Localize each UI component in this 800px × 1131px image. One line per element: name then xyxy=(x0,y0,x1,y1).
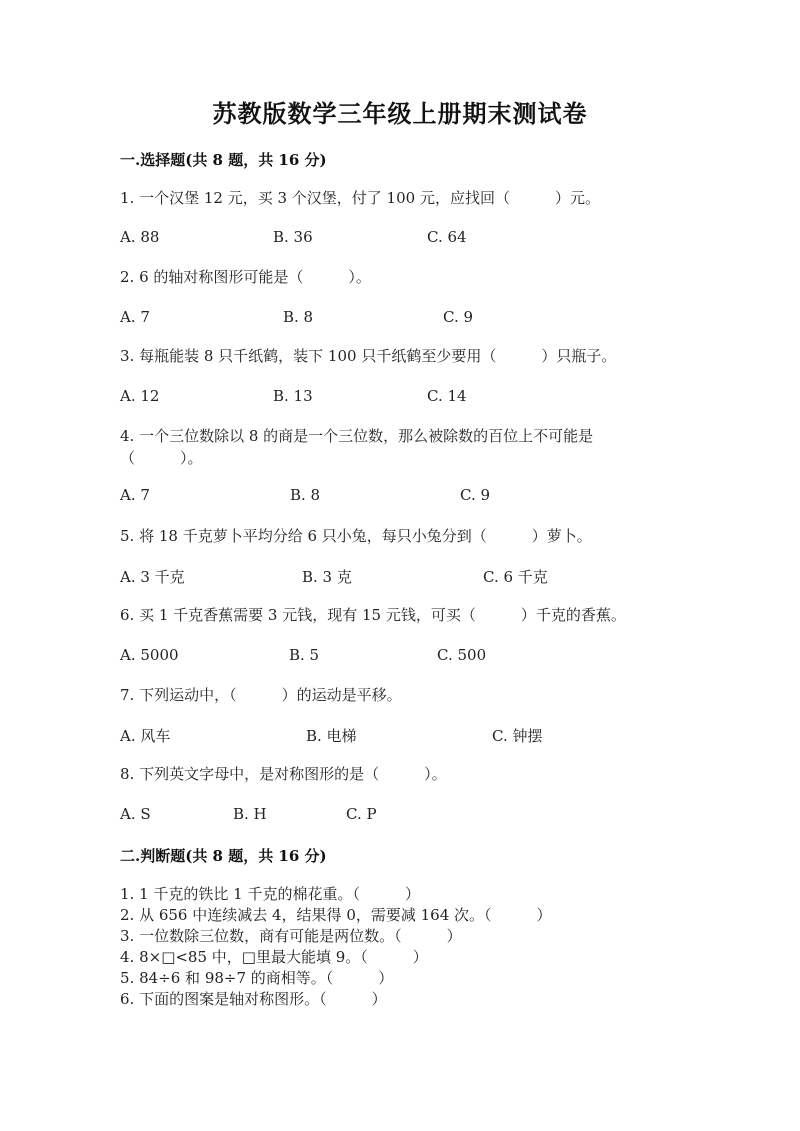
question-2-option-b: B. 8 xyxy=(283,308,314,326)
question-1-option-a: A. 88 xyxy=(120,228,160,246)
judge-item-6: 6. 下面的图案是轴对称图形。（ ） xyxy=(120,990,387,1008)
question-5-option-a: A. 3 千克 xyxy=(120,568,185,586)
judge-item-4: 4. 8×□<85 中，□里最大能填 9。（ ） xyxy=(120,948,428,966)
question-3-option-b: B. 13 xyxy=(273,387,313,405)
judge-item-2: 2. 从 656 中连续减去 4，结果得 0，需要减 164 次。（ ） xyxy=(120,906,552,924)
section-heading-choice: 一.选择题(共 8 题，共 16 分) xyxy=(120,151,327,169)
question-3-option-a: A. 12 xyxy=(120,387,160,405)
section-heading-judge: 二.判断题(共 8 题，共 16 分) xyxy=(120,847,327,865)
question-5-option-c: C. 6 千克 xyxy=(483,568,548,586)
question-8: 8. 下列英文字母中，是对称图形的是（ ）。 xyxy=(120,765,447,783)
question-2-option-c: C. 9 xyxy=(443,308,474,326)
judge-item-5: 5. 84÷6 和 98÷7 的商相等。（ ） xyxy=(120,969,394,987)
question-3-option-c: C. 14 xyxy=(427,387,467,405)
page-title: 苏教版数学三年级上册期末测试卷 xyxy=(212,99,588,128)
question-1: 1. 一个汉堡 12 元，买 3 个汉堡，付了 100 元，应找回（ ）元。 xyxy=(120,189,600,207)
question-5-option-b: B. 3 克 xyxy=(302,568,352,586)
question-3: 3. 每瓶能装 8 只千纸鹤，装下 100 只千纸鹤至少要用（ ）只瓶子。 xyxy=(120,347,617,365)
question-7-option-c: C. 钟摆 xyxy=(492,727,543,745)
question-6-option-c: C. 500 xyxy=(437,646,487,664)
judge-item-1: 1. 1 千克的铁比 1 千克的棉花重。（ ） xyxy=(120,885,420,903)
question-2-option-a: A. 7 xyxy=(120,308,150,326)
question-7-option-a: A. 风车 xyxy=(120,727,171,745)
question-6-option-b: B. 5 xyxy=(289,646,320,664)
question-8-option-c: C. P xyxy=(346,805,377,823)
question-7-option-b: B. 电梯 xyxy=(306,727,357,745)
question-5: 5. 将 18 千克萝卜平均分给 6 只小兔，每只小兔分到（ ）萝卜。 xyxy=(120,527,592,545)
question-6: 6. 买 1 千克香蕉需要 3 元钱，现有 15 元钱，可买（ ）千克的香蕉。 xyxy=(120,606,626,624)
question-8-option-a: A. S xyxy=(120,805,151,823)
question-4-option-b: B. 8 xyxy=(290,486,321,504)
question-6-option-a: A. 5000 xyxy=(120,646,179,664)
question-7: 7. 下列运动中，（ ）的运动是平移。 xyxy=(120,686,402,704)
question-1-option-b: B. 36 xyxy=(273,228,313,246)
question-8-option-b: B. H xyxy=(233,805,267,823)
judge-item-3: 3. 一位数除三位数，商有可能是两位数。（ ） xyxy=(120,927,462,945)
question-4-option-c: C. 9 xyxy=(460,486,491,504)
question-4: 4. 一个三位数除以 8 的商是一个三位数，那么被除数的百位上不可能是（ ）。 xyxy=(120,427,594,467)
question-2: 2. 6 的轴对称图形可能是（ ）。 xyxy=(120,268,371,286)
question-4-option-a: A. 7 xyxy=(120,486,150,504)
question-1-option-c: C. 64 xyxy=(427,228,467,246)
